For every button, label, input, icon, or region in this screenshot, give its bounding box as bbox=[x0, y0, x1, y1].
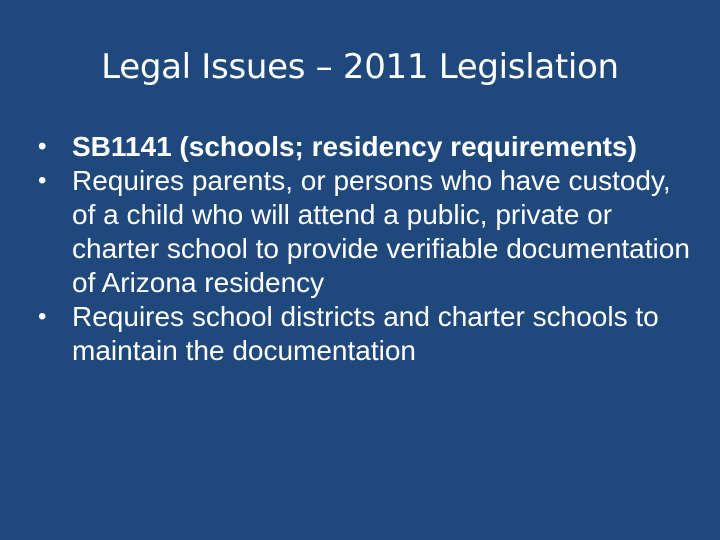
bullet-text: SB1141 (schools; residency requirements) bbox=[72, 131, 637, 162]
slide-title: Legal Issues – 2011 Legislation bbox=[101, 47, 619, 87]
bullet-item-districts bbox=[38, 300, 698, 368]
bullet-dot-icon: • bbox=[38, 167, 47, 194]
bullet-dot-icon: • bbox=[38, 303, 47, 330]
bullet-text: Requires parents, or persons who have custody, of a child who will attend a public, private or charter school to provide verifiable documentation of Arizona residency bbox=[72, 165, 690, 298]
bullet-text: Requires school districts and charter schools to maintain the documentation bbox=[72, 301, 659, 366]
bullet-item-parents bbox=[38, 164, 698, 300]
bullet-list bbox=[38, 130, 698, 368]
bullet-item-bill bbox=[38, 130, 698, 164]
bullet-dot-icon: • bbox=[38, 133, 47, 160]
